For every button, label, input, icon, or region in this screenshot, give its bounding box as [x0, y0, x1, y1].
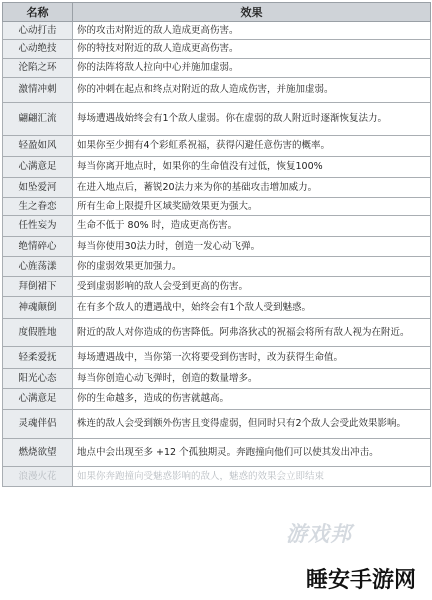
- skill-name-cell: 任性妄为: [3, 216, 73, 237]
- table-row: [3, 237, 431, 257]
- table-header-row: [3, 3, 431, 22]
- skill-effect-cell: 每场遭遇战始终会有1个敌人虚弱。你在虚弱的敌人附近时逐渐恢复法力。: [73, 103, 431, 136]
- skill-effect-cell: 如果你奔跑撞向受魅惑影响的敌人，魅惑的效果会立即结束: [73, 467, 431, 487]
- table-row: [3, 178, 431, 198]
- skill-effect-cell: 你的冲刺在起点和终点对附近的敌人造成伤害，并施加虚弱。: [73, 78, 431, 103]
- skill-name-cell: 沦陷之环: [3, 59, 73, 78]
- skill-name-cell: 浪漫火花: [3, 467, 73, 487]
- table-row: [3, 467, 431, 487]
- skill-name-cell: 阳光心态: [3, 369, 73, 389]
- skill-name-cell: 燃烧欲望: [3, 439, 73, 467]
- skill-name-cell: 神魂颠倒: [3, 297, 73, 319]
- table-row: [3, 103, 431, 136]
- skill-effect-cell: 生命不低于 80% 时，造成更高伤害。: [73, 216, 431, 237]
- skill-effect-cell: 你的特技对附近的敌人造成更高伤害。: [73, 40, 431, 59]
- skill-table-sheet: [2, 2, 430, 487]
- skill-name-cell: 生之眷恋: [3, 198, 73, 216]
- skill-table: [2, 2, 431, 487]
- table-row: [3, 389, 431, 410]
- table-row: [3, 319, 431, 347]
- skill-effect-cell: 如果你至少拥有4个彩虹系祝福，获得闪避任意伤害的概率。: [73, 136, 431, 157]
- skill-name-cell: 心旌荡漾: [3, 257, 73, 277]
- skill-name-cell: 绝情碎心: [3, 237, 73, 257]
- skill-effect-cell: 在有多个敌人的遭遇战中，始终会有1个敌人受到魅惑。: [73, 297, 431, 319]
- header-effect: 效果: [73, 3, 431, 22]
- skill-name-cell: 激情冲刺: [3, 78, 73, 103]
- skill-effect-cell: 每当你创造心动飞弹时，创造的数量增多。: [73, 369, 431, 389]
- table-row: [3, 347, 431, 369]
- table-row: [3, 40, 431, 59]
- skill-name-cell: 轻柔爱抚: [3, 347, 73, 369]
- skill-effect-cell: 地点中会出现至多 +12 个孤独期灵。奔跑撞向他们可以使其发出冲击。: [73, 439, 431, 467]
- table-row: [3, 410, 431, 439]
- table-row: [3, 198, 431, 216]
- skill-name-cell: 灵魂伴侣: [3, 410, 73, 439]
- header-name: 名称: [3, 3, 73, 22]
- table-row: [3, 277, 431, 297]
- skill-name-cell: 翩翩汇流: [3, 103, 73, 136]
- skill-effect-cell: 你的虚弱效果更加强力。: [73, 257, 431, 277]
- skill-name-cell: 心动打击: [3, 22, 73, 40]
- skill-name-cell: 如坠爱河: [3, 178, 73, 198]
- table-row: [3, 22, 431, 40]
- table-row: [3, 59, 431, 78]
- table-row: [3, 216, 431, 237]
- skill-effect-cell: 每当你使用30法力时，创造一发心动飞弹。: [73, 237, 431, 257]
- skill-effect-cell: 你的生命越多，造成的伤害就越高。: [73, 389, 431, 410]
- skill-effect-cell: 每当你离开地点时，如果你的生命值没有过低，恢复100%: [73, 157, 431, 178]
- skill-name-cell: 心满意足: [3, 389, 73, 410]
- watermark-text: 游戏邦: [286, 522, 352, 546]
- brand-logo-text: 睡安手游网: [300, 566, 422, 596]
- skill-effect-cell: 在进入地点后，蓄锐20法力来为你的基础攻击增加威力。: [73, 178, 431, 198]
- skill-effect-cell: 每场遭遇战中，当你第一次将要受到伤害时，改为获得生命值。: [73, 347, 431, 369]
- table-row: [3, 297, 431, 319]
- skill-effect-cell: 附近的敌人对你造成的伤害降低。阿弗洛狄忒的祝福会将所有敌人视为在附近。: [73, 319, 431, 347]
- table-row: [3, 257, 431, 277]
- skill-effect-cell: 你的法阵将敌人拉向中心并施加虚弱。: [73, 59, 431, 78]
- skill-effect-cell: 受到虚弱影响的敌人会受到更高的伤害。: [73, 277, 431, 297]
- skill-name-cell: 轻盈如风: [3, 136, 73, 157]
- skill-name-cell: 度假胜地: [3, 319, 73, 347]
- skill-effect-cell: 株连的敌人会受到额外伤害且变得虚弱，但同时只有2个敌人会受此效果影响。: [73, 410, 431, 439]
- table-row: [3, 78, 431, 103]
- skill-name-cell: 心满意足: [3, 157, 73, 178]
- skill-name-cell: 心动绝技: [3, 40, 73, 59]
- table-row: [3, 439, 431, 467]
- table-row: [3, 369, 431, 389]
- skill-effect-cell: 你的攻击对附近的敌人造成更高伤害。: [73, 22, 431, 40]
- skill-name-cell: 拜倒裙下: [3, 277, 73, 297]
- skill-effect-cell: 所有生命上限提升区域奖励效果更为强大。: [73, 198, 431, 216]
- table-row: [3, 157, 431, 178]
- table-row: [3, 136, 431, 157]
